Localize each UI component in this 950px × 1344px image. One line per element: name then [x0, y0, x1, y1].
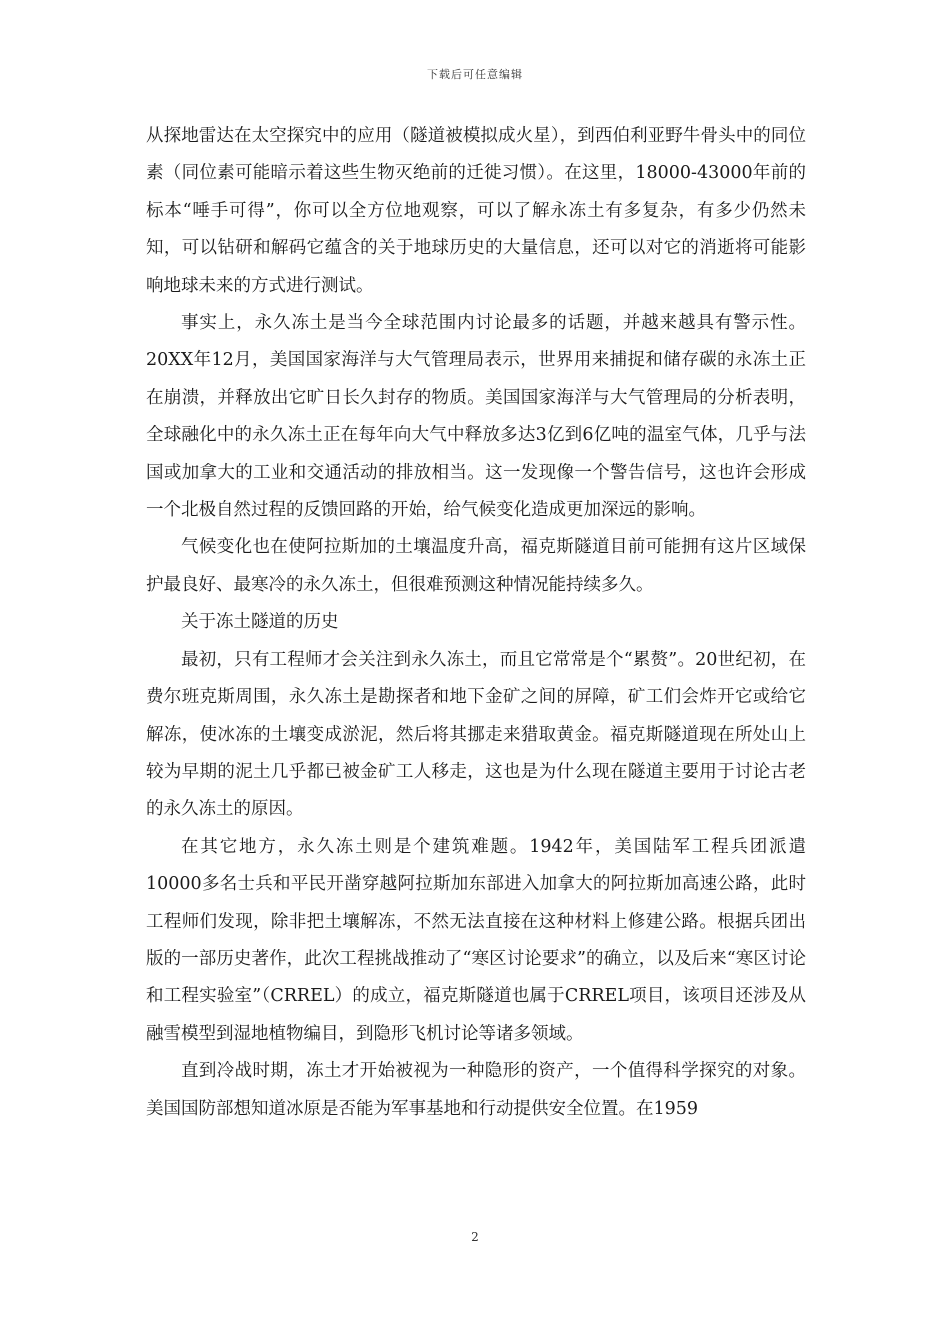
body-text	[146, 118, 806, 1128]
paragraph-4: 最初，只有工程师才会关注到永久冻土，而且它常常是个“累赘”。20世纪初，在费尔班克斯周围，永久冻土是勘探者和地下金矿之间的屏障，矿工们会炸开它或给它解冻，使冰冻的土壤变成淤泥，然后将其挪走来猎取黄金。福克斯隧道现在所处山上较为早期的泥土几乎都已被金矿工人移走，这也是为什么现在隧道主要用于讨论古老的永久冻土的原因。	[146, 649, 806, 820]
paragraph-3: 气候变化也在使阿拉斯加的土壤温度升高，福克斯隧道目前可能拥有这片区域保护最良好、最寒冷的永久冻土，但很难预测这种情况能持续多久。	[146, 537, 806, 595]
page-header: 下载后可任意编辑	[427, 68, 523, 81]
paragraph-6: 直到冷战时期，冻土才开始被视为一种隐形的资产，一个值得科学探究的对象。美国国防部想知道冰原是否能为军事基地和行动提供安全位置。在1959	[146, 1061, 806, 1119]
paragraph-5: 在其它地方，永久冻土则是个建筑难题。1942年，美国陆军工程兵团派遣10000多名士兵和平民开凿穿越阿拉斯加东部进入加拿大的阿拉斯加高速公路，此时工程师们发现，除非把土壤解冻，不然无法直接在这种材料上修建公路。根据兵团出版的一部历史著作，此次工程挑战推动了“寒区讨论要求”的确立，以及后来“寒区讨论和工程实验室”（CRREL）的成立，福克斯隧道也属于CRREL项目，该项目还涉及从融雪模型到湿地植物编目，到隐形飞机讨论等诸多领域。	[146, 836, 806, 1044]
page-number: 2	[471, 1230, 479, 1244]
paragraph-2: 事实上，永久冻土是当今全球范围内讨论最多的话题，并越来越具有警示性。20XX年12月，美国国家海洋与大气管理局表示，世界用来捕捉和储存碳的永冻土正在崩溃，并释放出它旷日长久封存的物质。美国国家海洋与大气管理局的分析表明，全球融化中的永久冻土正在每年向大气中释放多达3亿到6亿吨的温室气体，几乎与法国或加拿大的工业和交通活动的排放相当。这一发现像一个警告信号，这也许会形成一个北极自然过程的反馈回路的开始，给气候变化造成更加深远的影响。	[146, 313, 806, 521]
paragraph-1: 从探地雷达在太空探究中的应用（隧道被模拟成火星），到西伯利亚野牛骨头中的同位素（同位素可能暗示着这些生物灭绝前的迁徙习惯）。在这里，18000-43000年前的标本“唾手可得”，你可以全方位地观察，可以了解永冻土有多复杂，有多少仍然未知，可以钻研和解码它蕴含的关于地球历史的大量信息，还可以对它的消逝将可能影响地球未来的方式进行测试。	[146, 126, 806, 296]
section-heading: 关于冻土隧道的历史	[181, 612, 339, 633]
